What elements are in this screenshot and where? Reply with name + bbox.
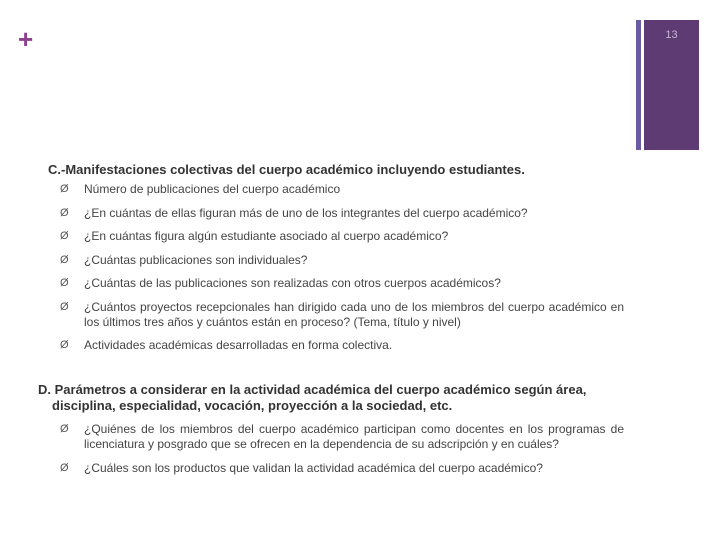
plus-logo-icon: + bbox=[18, 24, 34, 54]
section-d-heading-line2: disciplina, especialidad, vocación, proyección a la sociedad, etc. bbox=[52, 398, 453, 413]
arrow-bullet-icon: Ø bbox=[60, 206, 69, 219]
arrow-bullet-icon: Ø bbox=[60, 423, 69, 435]
arrow-bullet-icon: Ø bbox=[60, 277, 69, 289]
list-item bbox=[60, 206, 624, 221]
list-item-text: ¿Quiénes de los miembros del cuerpo académico participan como docentes en los programas de licenciatura y posgrado que se ofrecen en la dependencia de su adscripción y en cuáles? bbox=[84, 422, 624, 451]
list-item-text: Actividades académicas desarrolladas en forma colectiva. bbox=[84, 338, 393, 352]
list-item-text: ¿En cuántas figura algún estudiante asociado al cuerpo académico? bbox=[84, 229, 449, 243]
arrow-bullet-icon: Ø bbox=[60, 230, 69, 242]
list-item bbox=[60, 253, 624, 268]
section-d-heading bbox=[38, 382, 628, 414]
list-item-text: ¿En cuántas de ellas figuran más de uno de los integrantes del cuerpo académico? bbox=[84, 205, 528, 220]
list-item bbox=[60, 229, 624, 244]
list-item bbox=[60, 422, 624, 452]
section-c-heading: C.-Manifestaciones colectivas del cuerpo académico incluyendo estudiantes. bbox=[48, 162, 525, 177]
side-accent-bar bbox=[636, 20, 641, 150]
list-item bbox=[60, 461, 624, 476]
list-item bbox=[60, 182, 624, 197]
arrow-bullet-icon: Ø bbox=[60, 183, 69, 195]
page-number: 13 bbox=[665, 29, 678, 41]
list-item bbox=[60, 338, 624, 353]
arrow-bullet-icon: Ø bbox=[60, 461, 69, 474]
arrow-bullet-icon: Ø bbox=[60, 253, 69, 266]
list-item bbox=[60, 300, 624, 330]
list-item-text: Número de publicaciones del cuerpo académico bbox=[84, 182, 341, 196]
list-item-text: ¿Cuántas publicaciones son individuales? bbox=[84, 252, 308, 267]
list-item bbox=[60, 276, 624, 291]
section-d-list bbox=[60, 422, 624, 484]
arrow-bullet-icon: Ø bbox=[60, 300, 69, 313]
arrow-bullet-icon: Ø bbox=[60, 339, 69, 351]
section-c-list bbox=[60, 182, 624, 362]
list-item-text: ¿Cuántas de las publicaciones son realizadas con otros cuerpos académicos? bbox=[84, 276, 501, 290]
list-item-text: ¿Cuántos proyectos recepcionales han dirigido cada uno de los miembros del cuerpo académico en los últimos tres años y cuántos están en proceso? (Tema, título y nivel) bbox=[84, 299, 624, 329]
list-item-text: ¿Cuáles son los productos que validan la actividad académica del cuerpo académico? bbox=[84, 460, 543, 475]
section-d-heading-line1: D. Parámetros a considerar en la actividad académica del cuerpo académico según área, bbox=[38, 382, 587, 397]
